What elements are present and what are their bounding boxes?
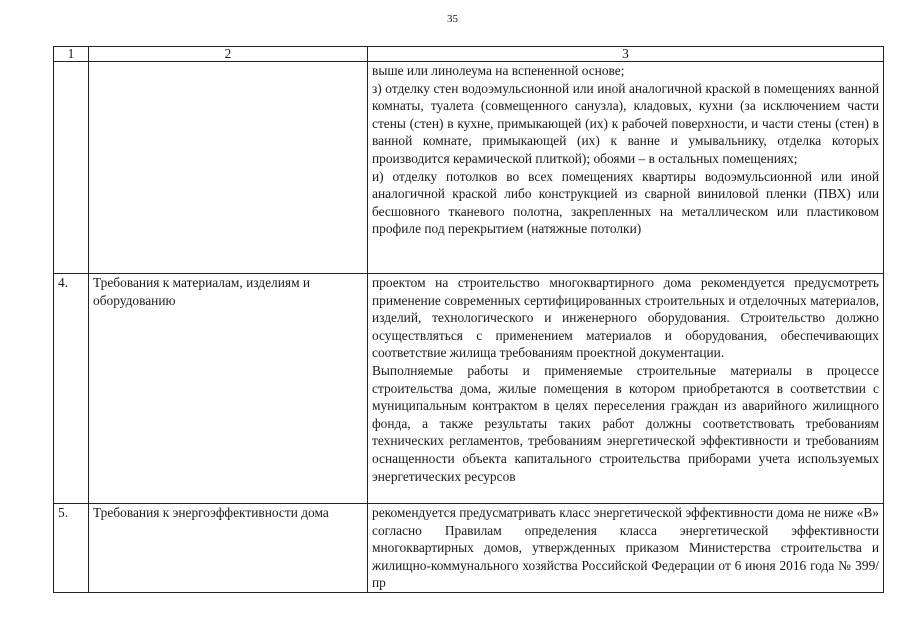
content-paragraph: з) отделку стен водоэмульсионной или иной аналогичной краской в помещениях ванной комнаты, туалета (совмещенного санузла), кладовых, кухни (за исключением части стены (стен) в кухне, примыкающей (их) к рабочей поверхности, и части стены (стен) в ванной комнате, примыкающей (их) к ванне и умывальнику, отделка которых производится керамической плиткой); обоями – в остальных помещениях;	[372, 80, 879, 166]
requirement-content	[368, 62, 884, 274]
page-number: 35	[447, 13, 458, 25]
row-number: 4.	[54, 274, 89, 504]
requirements-table	[53, 46, 884, 593]
content-paragraph: выше или линолеума на вспененной основе;	[372, 63, 625, 78]
column-header: 2	[89, 47, 368, 62]
table-row	[54, 62, 884, 274]
requirement-content	[368, 504, 884, 593]
column-header: 1	[54, 47, 89, 62]
content-paragraph: проектом на строительство многоквартирного дома рекомендуется предусмотреть применение современных сертифицированных строительных и отделочных материалов, изделий, технологического и инженерного оборудования. Строительство должно осуществляться с применением материалов и оборудования, обеспечивающих соответствие жилища требованиям проектной документации.	[372, 275, 879, 361]
requirement-name	[89, 62, 368, 274]
requirement-content	[368, 274, 884, 504]
row-number	[54, 62, 89, 274]
requirement-name: Требования к материалам, изделиям и оборудованию	[89, 274, 368, 504]
column-header: 3	[368, 47, 884, 62]
row-number: 5.	[54, 504, 89, 593]
content-paragraph: рекомендуется предусматривать класс энергетической эффективности дома не ниже «В» согласно Правилам определения класса энергетической эффективности многоквартирных домов, утвержденных приказом Министерства строительства и жилищно-коммунального хозяйства Российской Федерации от 6 июня 2016 года № 399/пр	[372, 505, 879, 591]
table-row	[54, 274, 884, 504]
table-row	[54, 504, 884, 593]
content-paragraph: и) отделку потолков во всех помещениях квартиры водоэмульсионной или иной аналогичной краской либо конструкцией из сварной виниловой пленки (ПВХ) или бесшовного тканевого полотна, закрепленных на металлическом или пластиковом профиле под перекрытием (натяжные потолки)	[372, 168, 879, 237]
content-paragraph: Выполняемые работы и применяемые строительные материалы в процессе строительства дома, жилые помещения в котором приобретаются в соответствии с муниципальным контрактом в целях переселения граждан из аварийного жилищного фонда, а также результаты таких работ должны соответствовать требованиям технических регламентов, требованиям энергетической эффективности и требованиям оснащенности объекта капитального строительства приборами учета используемых энергетических ресурсов	[372, 362, 879, 484]
table-header-row	[54, 47, 884, 62]
requirement-name: Требования к энергоэффективности дома	[89, 504, 368, 593]
